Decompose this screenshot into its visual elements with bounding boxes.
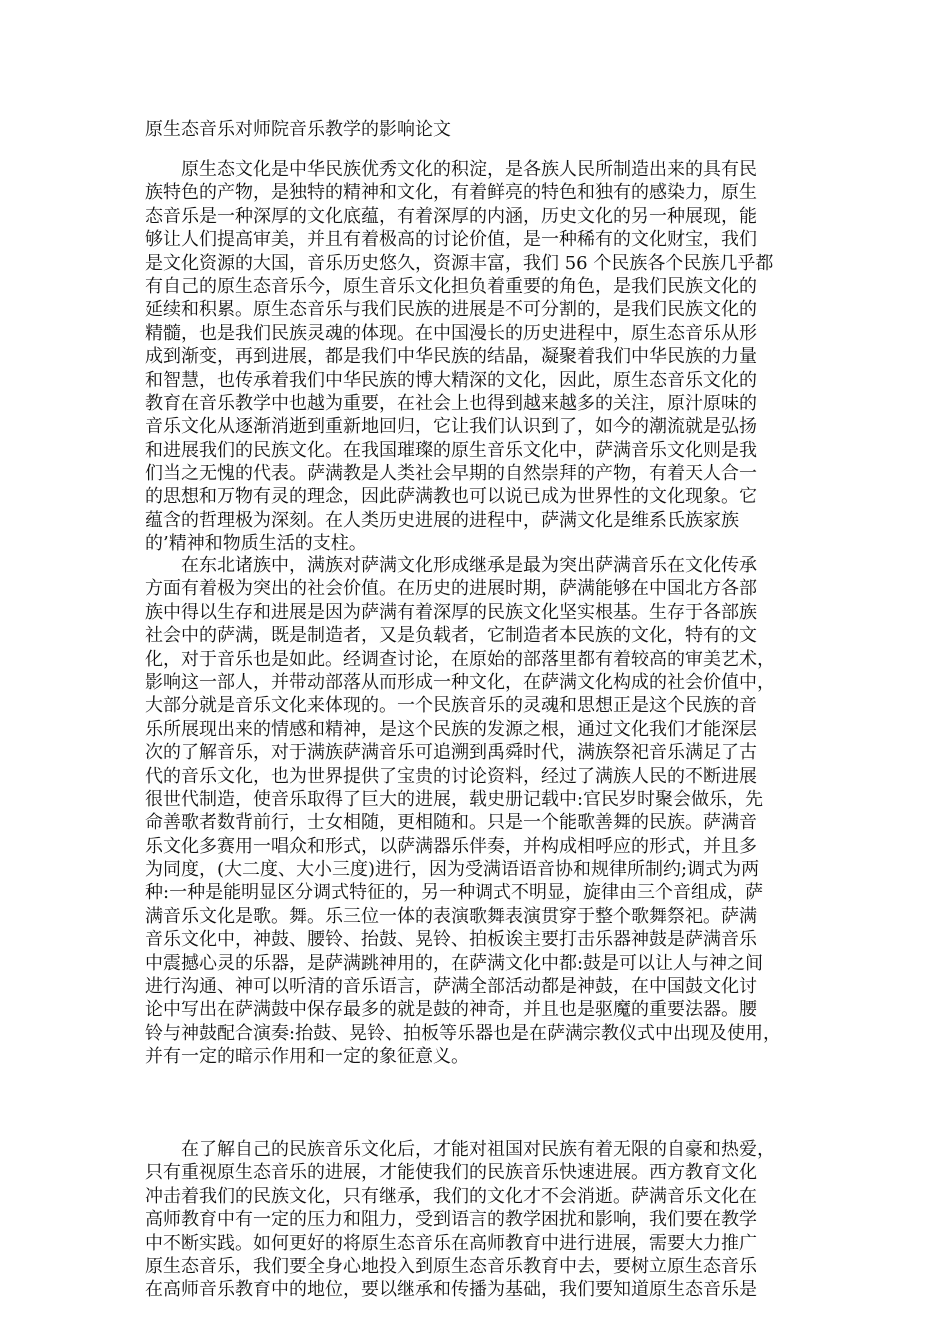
paragraph-line: 中不断实践。如何更好的将原生态音乐在高师教育中进行进展，需要大力推广	[145, 1232, 757, 1254]
paragraph-line: 化，对于音乐也是如此。经调查讨论，在原始的部落里都有着较高的审美艺术，	[145, 648, 775, 670]
paragraph-line: 满音乐文化是歌。舞。乐三位一体的表演歌舞表演贯穿于整个歌舞祭祀。萨满	[145, 905, 757, 927]
paragraph-line: 只有重视原生态音乐的进展，才能使我们的民族音乐快速进展。西方教育文化	[145, 1162, 757, 1184]
paragraph-line: 铃与神鼓配合演奏:抬鼓、晃铃、拍板等乐器也是在萨满宗教仪式中出现及使用，	[145, 1022, 782, 1044]
paragraph-line: 大部分就是音乐文化来体现的。一个民族音乐的灵魂和思想正是这个民族的音	[145, 695, 757, 717]
paragraph-line: 在高师音乐教育中的地位，要以继承和传播为基础，我们要知道原生态音乐是	[145, 1279, 757, 1301]
paragraph-line: 种:一种是能明显区分调式特征的，另一种调式不明显，旋律由三个音组成，萨	[145, 882, 764, 904]
paragraph-line: 并有一定的暗示作用和一定的象征意义。	[145, 1046, 469, 1068]
paragraph-line: 代的音乐文化，也为世界提供了宝贵的讨论资料，经过了满族人民的不断进展	[145, 765, 757, 787]
paragraph-line: 在了解自己的民族音乐文化后，才能对祖国对民族有着无限的自豪和热爱，	[145, 1139, 775, 1160]
paragraph-line: 论中写出在萨满鼓中保存最多的就是鼓的神奇，并且也是驱魔的重要法器。腰	[145, 999, 757, 1021]
paragraph-3	[145, 1138, 805, 1302]
paragraph-line: 中震撼心灵的乐器，是萨满跳神用的，在萨满文化中都:鼓是可以让人与神之间	[145, 952, 764, 974]
paragraph-line: 乐文化多赛用一唱众和形式，以萨满器乐伴奏，并构成相呼应的形式，并且多	[145, 835, 757, 857]
paragraph-line: 音乐文化从逐渐消逝到重新地回归，它让我们认识到了，如今的潮流就是弘扬	[145, 416, 757, 438]
paragraph-line: 族特色的产物，是独特的精神和文化，有着鲜亮的特色和独有的感染力，原生	[145, 182, 757, 204]
paragraph-line: 延续和积累。原生态音乐与我们民族的进展是不可分割的，是我们民族文化的	[145, 299, 757, 321]
paragraph-line: 和进展我们的民族文化。在我国璀璨的原生音乐文化中，萨满音乐文化则是我	[145, 439, 757, 461]
paragraph-line: 原生态文化是中华民族优秀文化的积淀，是各族人民所制造出来的具有民	[145, 159, 757, 180]
paragraph-line: 冲击着我们的民族文化，只有继承，我们的文化才不会消逝。萨满音乐文化在	[145, 1185, 757, 1207]
paragraph-line: 方面有着极为突出的社会价值。在历史的进展时期，萨满能够在中国北方各部	[145, 578, 757, 600]
paragraph-line: 高师教育中有一定的压力和阻力，受到语言的教学困扰和影响，我们要在教学	[145, 1209, 757, 1231]
paragraph-line: 影响这一部人，并带动部落从而形成一种文化，在萨满文化构成的社会价值中，	[145, 671, 775, 693]
paragraph-line: 进行沟通、神可以听清的音乐语言，萨满全部活动都是神鼓，在中国鼓文化讨	[145, 976, 757, 998]
paragraph-line: 和智慧，也传承着我们中华民族的博大精深的文化，因此，原生态音乐文化的	[145, 369, 757, 391]
paragraph-line: 教育在音乐教学中也越为重要，在社会上也得到越来越多的关注，原汁原味的	[145, 392, 757, 414]
paragraph-line: 的’精神和物质生活的支柱。	[145, 533, 367, 555]
document-title: 原生态音乐对师院音乐教学的影响论文	[145, 119, 451, 140]
paragraph-line: 的思想和万物有灵的理念，因此萨满教也可以说已成为世界性的文化现象。它	[145, 486, 757, 508]
paragraph-line: 在东北诸族中，满族对萨满文化形成继承是最为突出萨满音乐在文化传承	[145, 555, 757, 576]
paragraph-1	[145, 158, 805, 556]
paragraph-line: 族中得以生存和进展是因为萨满有着深厚的民族文化坚实根基。生存于各部族	[145, 601, 757, 623]
paragraph-line: 精髓，也是我们民族灵魂的体现。在中国漫长的历史进程中，原生态音乐从形	[145, 322, 757, 344]
paragraph-line: 音乐文化中，神鼓、腰铃、抬鼓、晃铃、拍板诶主要打击乐器神鼓是萨满音乐	[145, 929, 757, 951]
paragraph-line: 乐所展现出来的情感和精神，是这个民族的发源之根，通过文化我们才能深层	[145, 718, 757, 740]
paragraph-line: 很世代制造，使音乐取得了巨大的进展，载史册记载中:官民岁时聚会做乐，先	[145, 788, 764, 810]
paragraph-line: 是文化资源的大国，音乐历史悠久，资源丰富，我们 56 个民族各个民族几乎都	[145, 252, 774, 274]
paragraph-line: 蕴含的哲理极为深刻。在人类历史进展的进程中，萨满文化是维系氏族家族	[145, 509, 739, 531]
paragraph-line: 命善歌者数背前行，士女相随，更相随和。只是一个能歌善舞的民族。萨满音	[145, 812, 757, 834]
paragraph-2	[145, 554, 805, 1069]
paragraph-line: 社会中的萨满，既是制造者，又是负载者，它制造者本民族的文化，特有的文	[145, 625, 757, 647]
paragraph-line: 有自己的原生态音乐今，原生音乐文化担负着重要的角色，是我们民族文化的	[145, 275, 757, 297]
paragraph-line: 原生态音乐，我们要全身心地投入到原生态音乐教育中去，要树立原生态音乐	[145, 1255, 757, 1277]
paragraph-line: 们当之无愧的代表。萨满教是人类社会早期的自然崇拜的产物，有着天人合一	[145, 463, 757, 485]
paragraph-line: 次的了解音乐，对于满族萨满音乐可追溯到禹舜时代，满族祭祀音乐满足了古	[145, 742, 757, 764]
paragraph-line: 为同度，(大二度、大小三度)进行，因为受满语语音协和规律所制约;调式为两	[145, 859, 760, 881]
paragraph-line: 成到渐变，再到进展，都是我们中华民族的结晶，凝聚着我们中华民族的力量	[145, 346, 757, 368]
paragraph-line: 态音乐是一种深厚的文化底蕴，有着深厚的内涵，历史文化的另一种展现，能	[145, 205, 757, 227]
paragraph-line: 够让人们提高审美，并且有着极高的讨论价值，是一种稀有的文化财宝，我们	[145, 229, 757, 251]
